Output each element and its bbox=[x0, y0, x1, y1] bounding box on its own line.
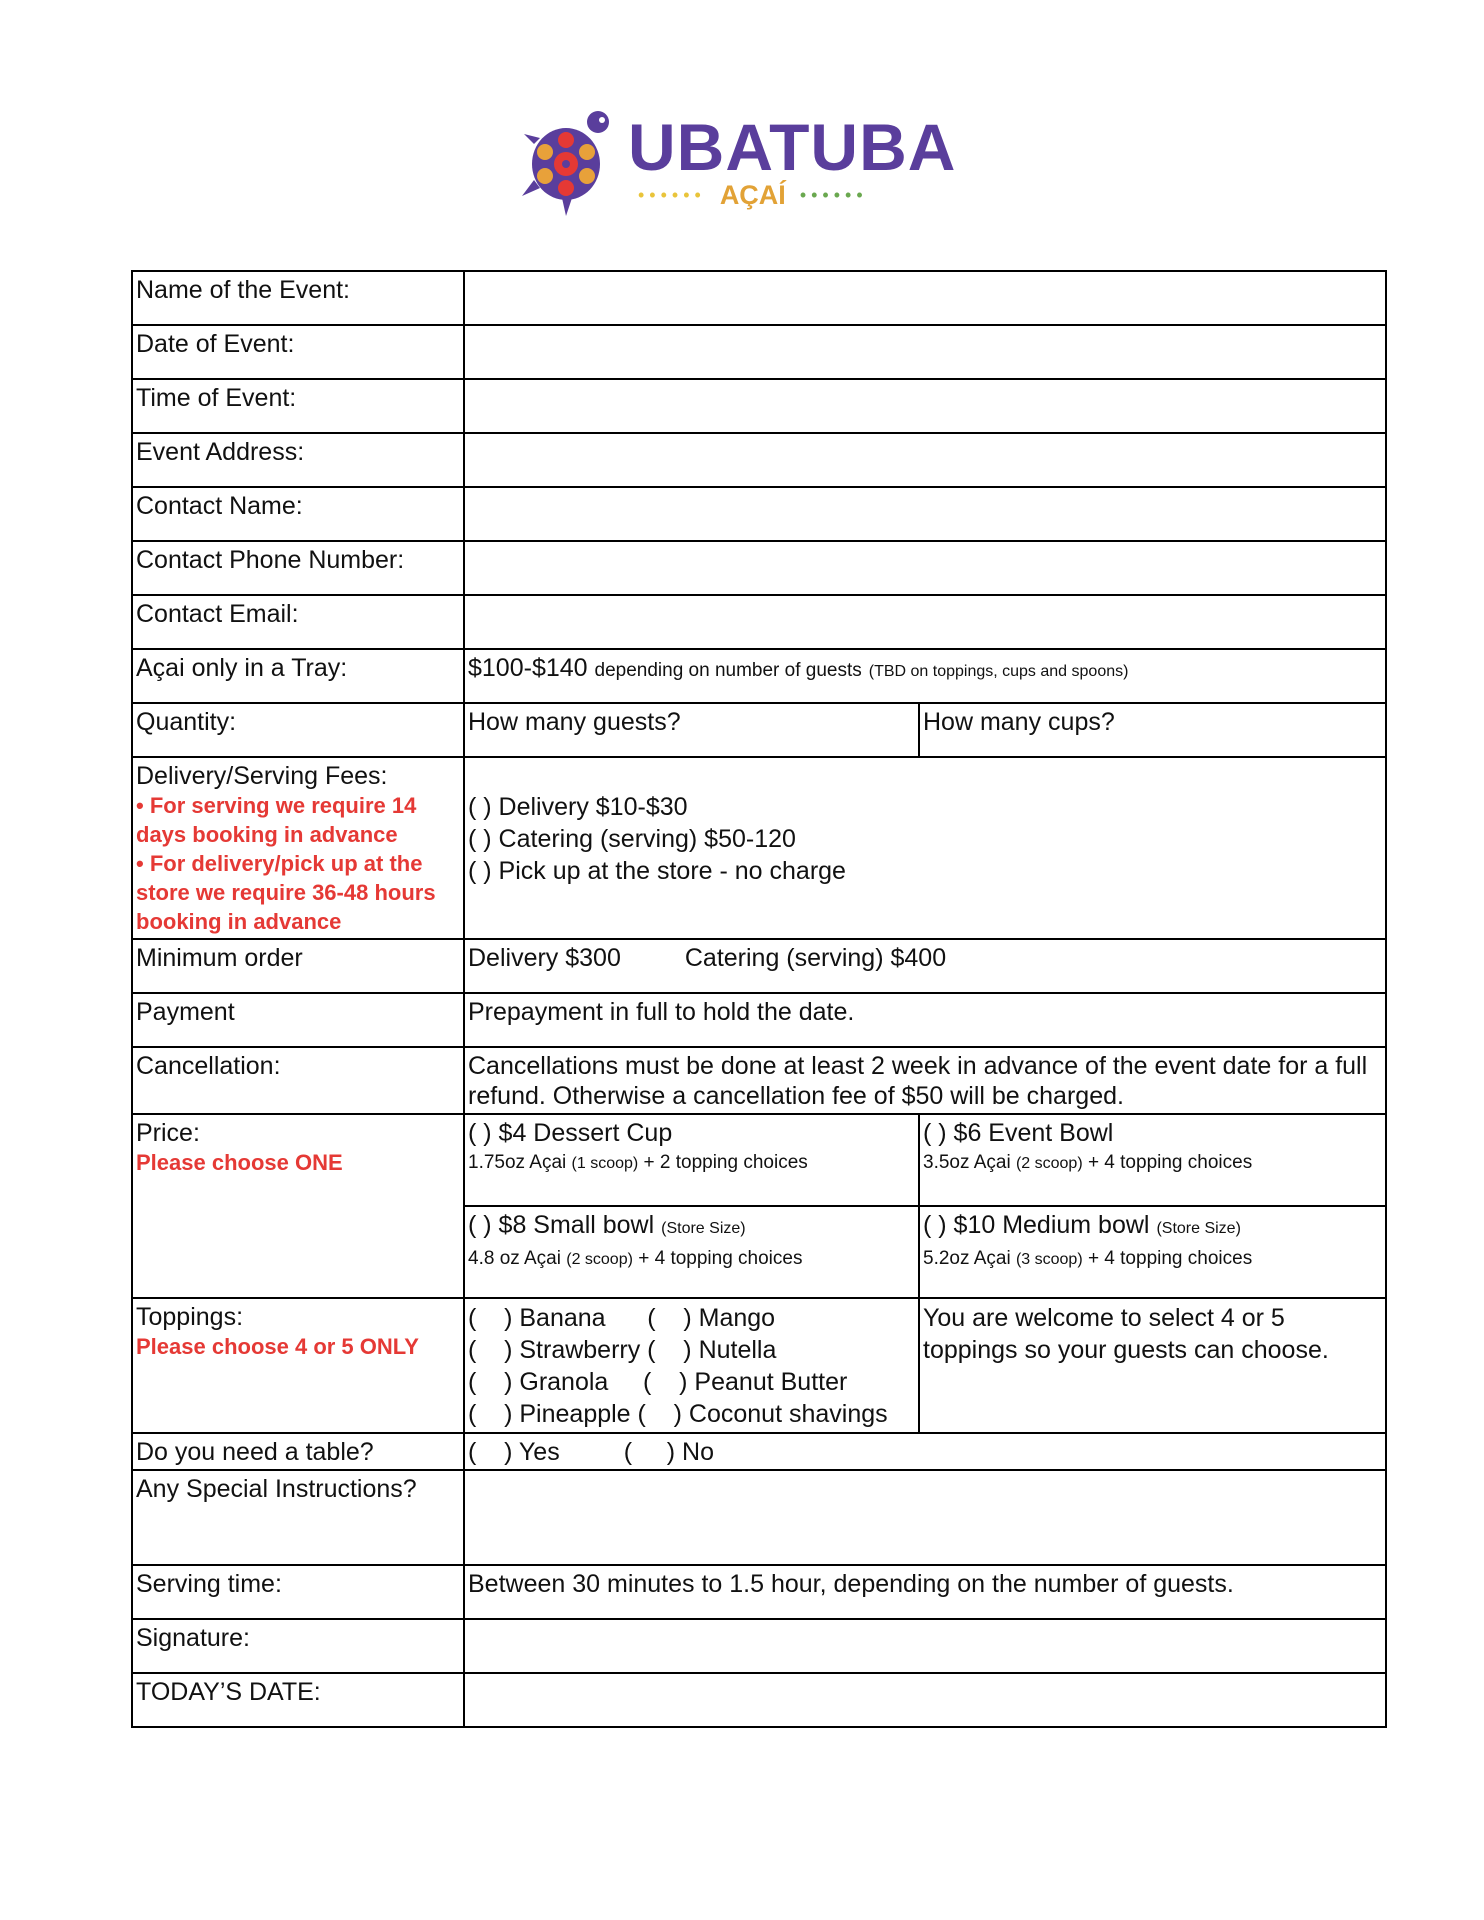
row-minimum bbox=[132, 939, 1386, 993]
event-address-field[interactable] bbox=[464, 433, 1386, 487]
row-contact-phone bbox=[132, 541, 1386, 595]
cups-field[interactable]: How many cups? bbox=[919, 703, 1386, 757]
topping-line[interactable]: ( ) Granola ( ) Peanut Butter bbox=[468, 1368, 848, 1396]
row-event-date bbox=[132, 325, 1386, 379]
row-serving bbox=[132, 1565, 1386, 1619]
payment-label: Payment bbox=[132, 993, 464, 1047]
brand-name: UBATUBA bbox=[628, 110, 957, 184]
price-size: 3.5oz Açai bbox=[923, 1152, 1011, 1173]
brand-dots-left: •••••• bbox=[638, 185, 706, 205]
tray-price: $100-$140 bbox=[468, 654, 588, 682]
contact-phone-field[interactable] bbox=[464, 541, 1386, 595]
toppings-options bbox=[464, 1298, 919, 1433]
turtle-logo-icon bbox=[520, 108, 616, 218]
today-label: TODAY’S DATE: bbox=[132, 1673, 464, 1727]
minimum-catering: Catering (serving) $400 bbox=[684, 944, 947, 972]
price-rest: + 2 topping choices bbox=[643, 1152, 808, 1173]
row-price-1 bbox=[132, 1114, 1386, 1206]
brand-subtitle bbox=[638, 178, 868, 212]
brand-logo bbox=[520, 108, 960, 218]
row-fees bbox=[132, 757, 1386, 939]
price-size: 5.2oz Açai bbox=[923, 1248, 1011, 1269]
contact-name-field[interactable] bbox=[464, 487, 1386, 541]
fees-options bbox=[464, 757, 1386, 939]
row-event-name bbox=[132, 271, 1386, 325]
table-label: Do you need a table? bbox=[132, 1433, 464, 1470]
serving-label: Serving time: bbox=[132, 1565, 464, 1619]
contact-email-label: Contact Email: bbox=[132, 595, 464, 649]
toppings-label: Toppings: bbox=[136, 1303, 244, 1331]
table-options bbox=[464, 1433, 1386, 1470]
price-label: Price: bbox=[136, 1119, 200, 1147]
price-cell bbox=[132, 1114, 464, 1298]
event-time-label: Time of Event: bbox=[132, 379, 464, 433]
signature-field[interactable] bbox=[464, 1619, 1386, 1673]
row-special bbox=[132, 1470, 1386, 1565]
contact-email-field[interactable] bbox=[464, 595, 1386, 649]
contact-phone-label: Contact Phone Number: bbox=[132, 541, 464, 595]
acai-tray-value bbox=[464, 649, 1386, 703]
price-scoop: (2 scoop) bbox=[566, 1251, 633, 1268]
signature-label: Signature: bbox=[132, 1619, 464, 1673]
tray-text: depending on number of guests bbox=[594, 660, 862, 681]
toppings-cell bbox=[132, 1298, 464, 1433]
serving-value: Between 30 minutes to 1.5 hour, depending on the number of guests. bbox=[464, 1565, 1386, 1619]
row-acai-tray bbox=[132, 649, 1386, 703]
table-no-option[interactable]: ( ) No bbox=[623, 1438, 715, 1466]
price-title: ( ) $10 Medium bowl bbox=[923, 1211, 1150, 1239]
price-option-dessert-cup[interactable] bbox=[464, 1114, 919, 1206]
row-event-time bbox=[132, 379, 1386, 433]
topping-line[interactable]: ( ) Banana ( ) Mango bbox=[468, 1304, 776, 1332]
price-title: ( ) $4 Dessert Cup bbox=[468, 1119, 673, 1147]
row-payment bbox=[132, 993, 1386, 1047]
row-toppings bbox=[132, 1298, 1386, 1433]
guests-field[interactable]: How many guests? bbox=[464, 703, 919, 757]
event-date-field[interactable] bbox=[464, 325, 1386, 379]
tray-note: (TBD on toppings, cups and spoons) bbox=[868, 663, 1129, 680]
row-quantity bbox=[132, 703, 1386, 757]
minimum-delivery: Delivery $300 bbox=[468, 944, 621, 972]
price-rest: + 4 topping choices bbox=[1087, 1152, 1253, 1173]
fees-note-serving: • For serving we require 14 days booking in advance bbox=[136, 793, 417, 847]
event-address-label: Event Address: bbox=[132, 433, 464, 487]
event-name-label: Name of the Event: bbox=[132, 271, 464, 325]
option-catering[interactable]: ( ) Catering (serving) $50-120 bbox=[468, 825, 796, 853]
minimum-label: Minimum order bbox=[132, 939, 464, 993]
topping-line[interactable]: ( ) Strawberry ( ) Nutella bbox=[468, 1336, 777, 1364]
price-scoop: (3 scoop) bbox=[1015, 1251, 1083, 1268]
row-event-address bbox=[132, 433, 1386, 487]
event-date-label: Date of Event: bbox=[132, 325, 464, 379]
contact-name-label: Contact Name: bbox=[132, 487, 464, 541]
toppings-info: You are welcome to select 4 or 5 toppings so your guests can choose. bbox=[919, 1298, 1386, 1433]
price-option-medium-bowl[interactable] bbox=[919, 1206, 1386, 1298]
price-rest: + 4 topping choices bbox=[638, 1248, 803, 1269]
toppings-note: Please choose 4 or 5 ONLY bbox=[136, 1334, 419, 1359]
brand-acai: AÇAÍ bbox=[719, 180, 786, 210]
event-name-field[interactable] bbox=[464, 271, 1386, 325]
price-size: 4.8 oz Açai bbox=[468, 1248, 561, 1269]
price-option-event-bowl[interactable] bbox=[919, 1114, 1386, 1206]
acai-tray-label: Açai only in a Tray: bbox=[132, 649, 464, 703]
cancellation-value: Cancellations must be done at least 2 week in advance of the event date for a full refund. Otherwise a cancellation fee of $50 will be charged. bbox=[464, 1047, 1386, 1114]
option-pickup[interactable]: ( ) Pick up at the store - no charge bbox=[468, 857, 846, 885]
event-time-field[interactable] bbox=[464, 379, 1386, 433]
price-store-size: (Store Size) bbox=[1156, 1220, 1241, 1237]
cancellation-label: Cancellation: bbox=[132, 1047, 464, 1114]
price-size: 1.75oz Açai bbox=[468, 1152, 567, 1173]
price-store-size: (Store Size) bbox=[661, 1220, 746, 1237]
payment-value: Prepayment in full to hold the date. bbox=[464, 993, 1386, 1047]
price-title: ( ) $8 Small bowl bbox=[468, 1211, 655, 1239]
row-contact-name bbox=[132, 487, 1386, 541]
minimum-value bbox=[464, 939, 1386, 993]
row-signature bbox=[132, 1619, 1386, 1673]
row-cancellation bbox=[132, 1047, 1386, 1114]
price-rest: + 4 topping choices bbox=[1087, 1248, 1253, 1269]
price-title: ( ) $6 Event Bowl bbox=[923, 1119, 1114, 1147]
row-contact-email bbox=[132, 595, 1386, 649]
row-table bbox=[132, 1433, 1386, 1470]
brand-dots-right: •••••• bbox=[799, 185, 868, 205]
topping-line[interactable]: ( ) Pineapple ( ) Coconut shavings bbox=[468, 1400, 888, 1428]
special-label: Any Special Instructions? bbox=[132, 1470, 464, 1565]
option-delivery[interactable]: ( ) Delivery $10-$30 bbox=[468, 793, 688, 821]
fees-cell bbox=[132, 757, 464, 939]
today-field[interactable] bbox=[464, 1673, 1386, 1727]
fees-label: Delivery/Serving Fees: bbox=[136, 762, 388, 790]
price-option-small-bowl[interactable] bbox=[464, 1206, 919, 1298]
special-field[interactable] bbox=[464, 1470, 1386, 1565]
price-scoop: (1 scoop) bbox=[571, 1155, 639, 1172]
fees-note-delivery: • For delivery/pick up at the store we require 36-48 hours booking in advance bbox=[136, 851, 436, 934]
row-today bbox=[132, 1673, 1386, 1727]
price-scoop: (2 scoop) bbox=[1015, 1155, 1083, 1172]
event-order-form bbox=[131, 270, 1387, 1728]
table-yes-option[interactable]: ( ) Yes bbox=[468, 1438, 560, 1466]
quantity-label: Quantity: bbox=[132, 703, 464, 757]
price-note: Please choose ONE bbox=[136, 1150, 343, 1175]
